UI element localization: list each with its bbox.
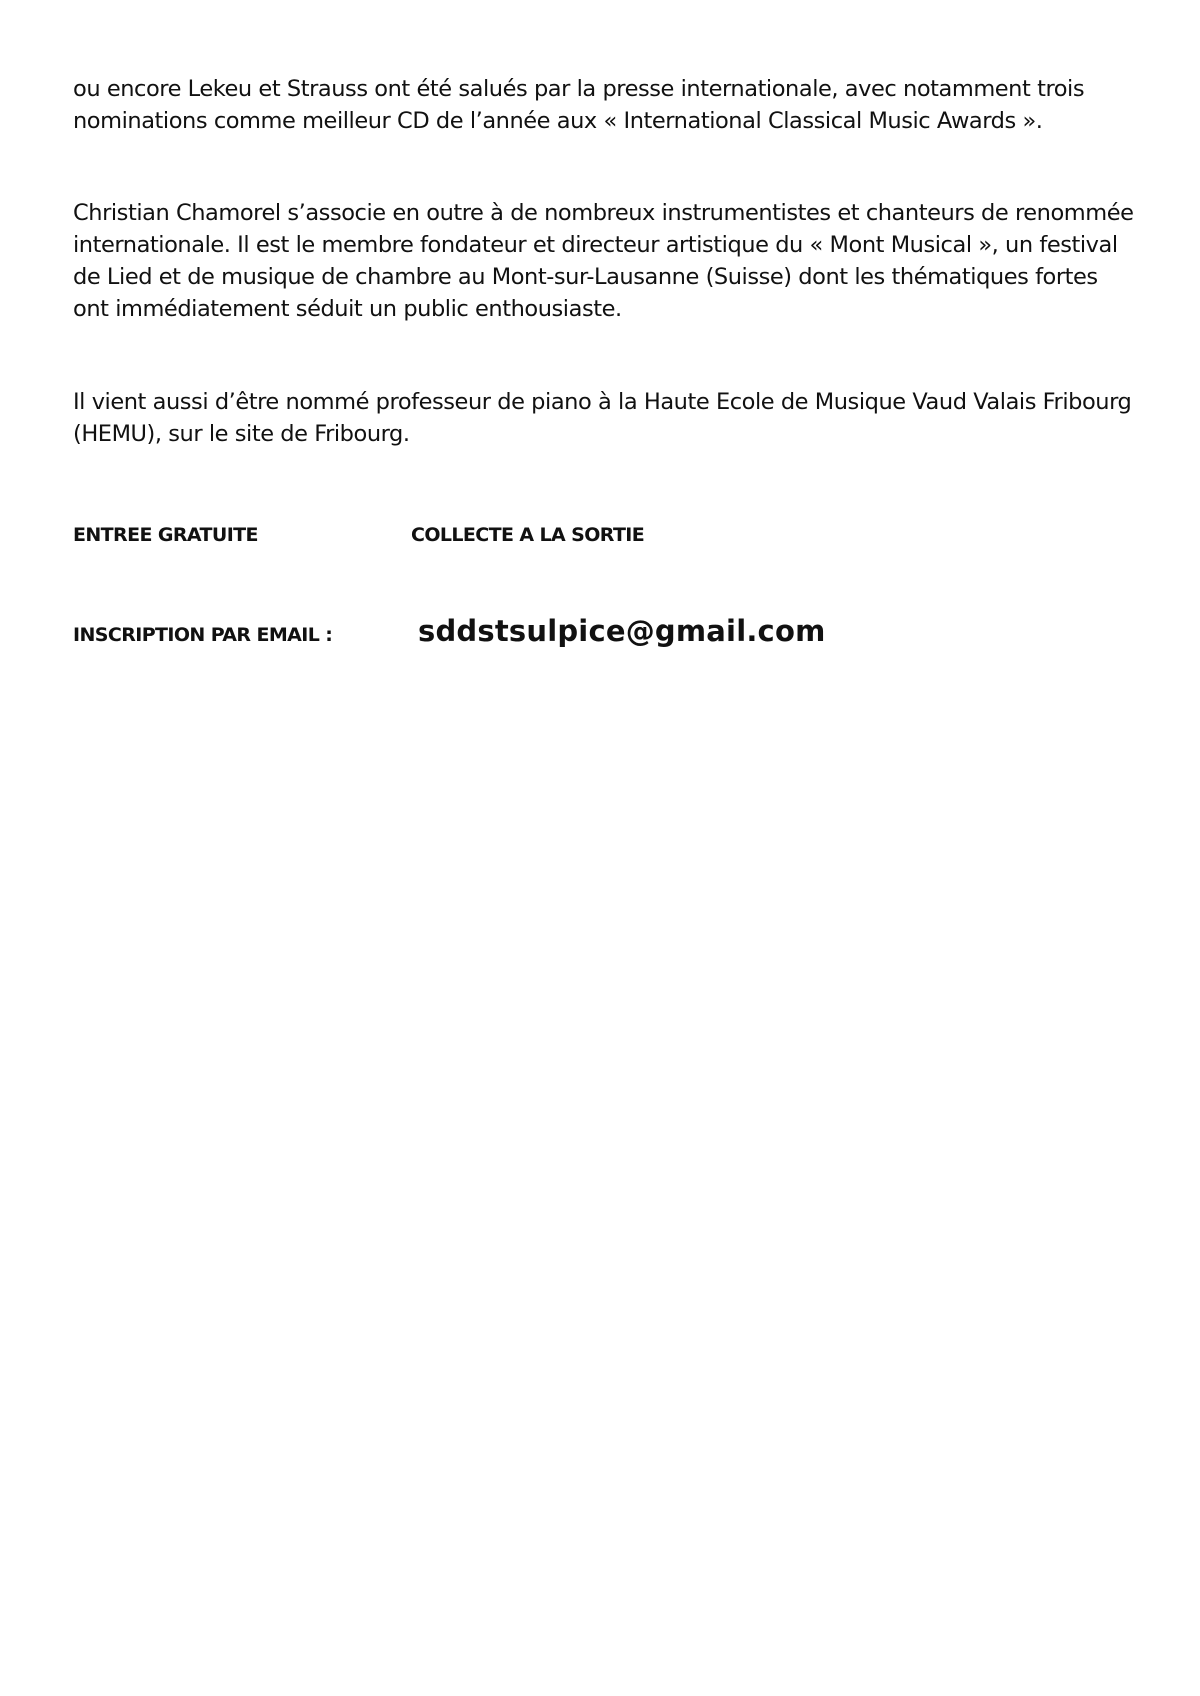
paragraph-professor (73, 386, 1153, 450)
collection-label: COLLECTE A LA SORTIE (411, 524, 645, 546)
paragraph-line: ont immédiatement séduit un public enthousiaste. (73, 296, 622, 322)
paragraph-line: internationale. Il est le membre fondateur et directeur artistique du « Mont Musical », un festival (73, 232, 1118, 258)
paragraph-line: Il vient aussi d’être nommé professeur de piano à la Haute Ecole de Musique Vaud Valais Fribourg (73, 389, 1132, 415)
paragraph-line: de Lied et de musique de chambre au Mont-sur-Lausanne (Suisse) dont les thématiques fortes (73, 264, 1098, 290)
paragraph-awards (73, 73, 1153, 137)
paragraph-collaborations (73, 197, 1153, 325)
paragraph-line: nominations comme meilleur CD de l’année aux « International Classical Music Awards ». (73, 108, 1043, 134)
paragraph-line: ou encore Lekeu et Strauss ont été salués par la presse internationale, avec notamment trois (73, 76, 1085, 102)
paragraph-line: (HEMU), sur le site de Fribourg. (73, 421, 410, 447)
paragraph-line: Christian Chamorel s’associe en outre à de nombreux instrumentistes et chanteurs de renommée (73, 200, 1134, 226)
free-entry-label: ENTREE GRATUITE (73, 524, 258, 546)
email-registration-label: INSCRIPTION PAR EMAIL : (73, 624, 333, 646)
contact-email: sddstsulpice@gmail.com (418, 614, 826, 648)
